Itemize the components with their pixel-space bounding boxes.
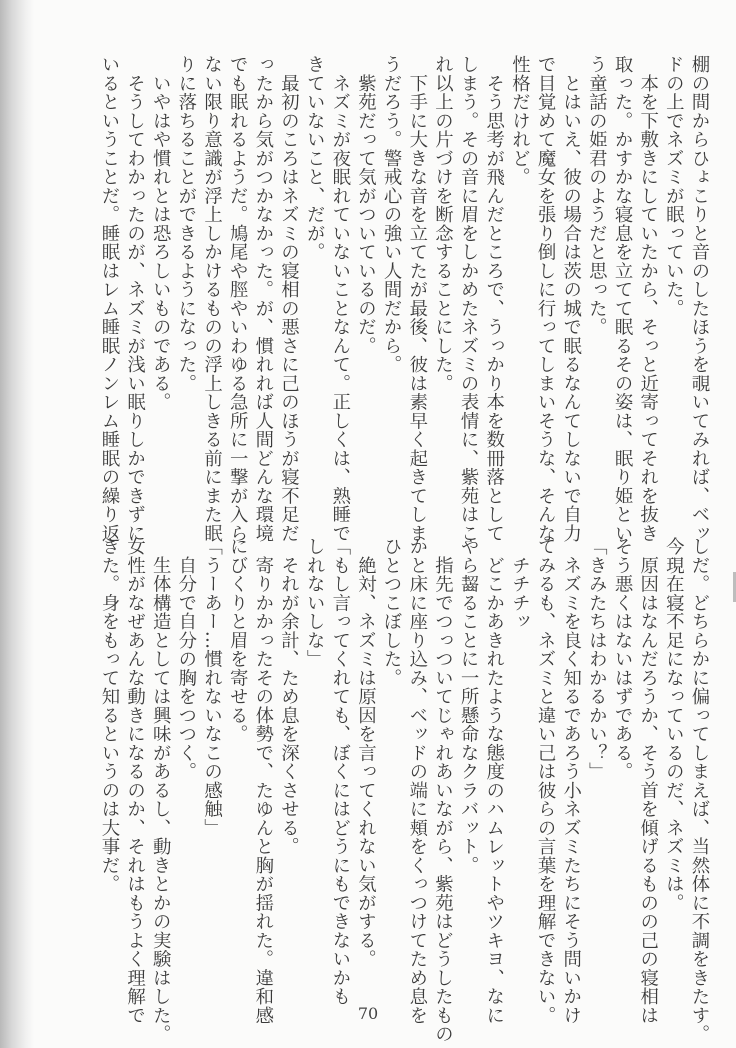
text-column: 棚の間からひょこりと音のしたほうを覗いてみれば、ベッ <box>689 55 710 543</box>
text-column: 生体構造としては興味があるし、動きとかの実験はした。 <box>150 537 172 1044</box>
text-column: チチチッ <box>509 537 531 631</box>
text-column: ない限り意識が浮上しかけるものの浮上しきる前にまた眠 <box>201 55 223 543</box>
text-column: どこかあきれたような態度のハムレットやツキヨ、なに <box>483 537 505 1025</box>
text-column: いるということだ。睡眠はレム睡眠ノンレム睡眠の繰り返 <box>98 55 120 543</box>
text-column: 「もし言ってくれても、ぼくにはどうにもできないかも <box>329 537 351 1006</box>
text-column: 女性がなぜあんな動きになるのか、それはもうよく理解で <box>124 537 146 1025</box>
text-column: ネズミが夜眠れていないことなんて。正しくは、熟睡で <box>329 55 351 543</box>
text-column: ドの上でネズミが眠っていた。 <box>663 55 685 318</box>
text-column: いやはや慣れとは恐ろしいものである。 <box>150 55 172 412</box>
text-column: 寄りかかったその体勢で、たゆんと胸が揺れた。違和感 <box>252 537 274 1025</box>
text-column: 紫苑だって気がついているのだ。 <box>355 55 377 355</box>
text-column: ったから気がつかなかった。が、慣れれば人間どんな環境 <box>252 55 274 543</box>
text-column: で目覚めて魔女を張り倒しに行ってしまいそうな、そんな <box>535 55 557 543</box>
text-column: 「うーあー…慣れないなこの感触」 <box>201 537 223 837</box>
text-column: 最初のころはネズミの寝相の悪さに己のほうが寝不足だ <box>278 55 300 543</box>
text-column: 「きみたちはわかるかい？」 <box>586 537 608 781</box>
text-column: 本を下敷きにしていたから、そっと近寄ってそれを抜き <box>637 55 659 543</box>
text-column: 原因はなんだろうか、そう首を傾げるものの己の寝相は <box>637 537 659 1025</box>
text-column: とはいえ、彼の場合は茨の城で眠るなんてしないで自力 <box>560 55 582 543</box>
text-column: やら齧ることに一所懸命なクラバット。 <box>458 537 480 875</box>
text-column: うだろう。警戒心の強い人間だから。 <box>381 55 403 374</box>
text-column: う童話の姫君のようだと思った。 <box>586 55 608 337</box>
text-column: そうしてわかったのが、ネズミが浅い眠りしかできずに <box>124 55 146 543</box>
text-column: りに落ちることができるようになった。 <box>175 55 197 393</box>
text-block-top <box>96 55 712 543</box>
text-column: ひとつこぼした。 <box>381 537 403 687</box>
text-column: てみるも、ネズミと違い己は彼らの言葉を理解できない。 <box>535 537 557 1025</box>
text-column: 自分で自分の胸をつつく。 <box>175 537 197 781</box>
text-column: きていないこと、だが。 <box>304 55 326 262</box>
page-number: 70 <box>357 1004 379 1023</box>
text-column: 絶対、ネズミは原因を言ってくれない気がする。 <box>355 537 377 969</box>
text-column: そう思考が飛んだところで、うっかり本を数冊落として <box>483 55 505 543</box>
text-column: 性格だけれど。 <box>509 55 531 187</box>
text-column: しまう。その音に眉をしかめたネズミの表情に、紫苑はこ <box>458 55 480 543</box>
text-column: しれないしな」 <box>304 537 326 669</box>
text-column: 指先でつっついてじゃれあいながら、紫苑はどうしたもの <box>432 537 454 1044</box>
text-column: しだ。どちらかに偏ってしまえば、当然体に不調をきたす。 <box>689 537 710 1044</box>
text-column: かと床に座り込み、ベッドの端に頬をくっつけてため息を <box>406 537 428 1025</box>
text-column: でも眠れるようだ。鳩尾や脛やいわゆる急所に一撃が入ら <box>227 55 249 543</box>
text-column: 今現在寝不足になっているのだ、ネズミは。 <box>663 537 685 912</box>
scan-edge-shadow <box>0 0 34 1048</box>
text-column: 下手に大きな音を立てたが最後、彼は素早く起きてしま <box>406 55 428 543</box>
text-column: ネズミを良く知るであろう小ネズミたちにそう問いかけ <box>560 537 582 1025</box>
text-column: きた。身をもって知るというのは大事だ。 <box>98 537 120 894</box>
text-column: そう悪くはないはずである。 <box>612 537 634 781</box>
text-column: それが余計、ため息を深くさせる。 <box>278 537 300 856</box>
text-column: れ以上の片づけを断念することにした。 <box>432 55 454 393</box>
text-column: にびくりと眉を寄せる。 <box>227 537 249 744</box>
text-column: 取った。かすかな寝息を立てて眠るその姿は、眠り姫とい <box>612 55 634 543</box>
